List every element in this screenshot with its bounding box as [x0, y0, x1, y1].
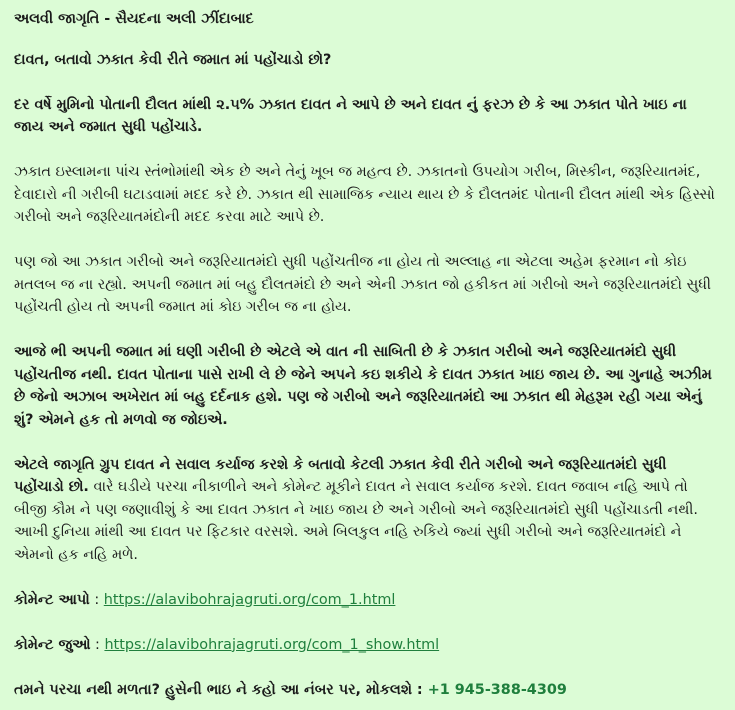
view-comments-label: કોમેન્ટ જુઓ	[14, 636, 91, 653]
message-paragraph-1: ઝકાત ઇસ્લામના પાંચ સ્તંભોમાંથી એક છે અને તેનું ખૂબ જ મહત્વ છે. ઝકાતનો ઉપયોગ ગરીબ, મિસ્કીન, જરૂરિયાતમંદ, દેવાદારો ની ગરીબી ઘટાડવામાં મદદ કરે છે. ઝકાત થી સામાજિક ન્યાય થાય છે કે દૌલતમંદ પોતાની દૌલત માંથી એક હિસ્સો ગરીબો અને જરૂરિયાતમંદોની મદદ કરવા માટે આપે છે.	[14, 164, 715, 225]
contact-row	[14, 679, 721, 702]
view-comments-link[interactable]: https://alavibohrajagruti.org/com_1_show.html	[104, 636, 440, 653]
message-intro: દર વર્ષે મુમિનો પોતાની દૌલત માંથી ૨.૫% ઝકાત દાવત ને આપે છે અને દાવત નું ફરઝ છે કે આ ઝકાત પોતે ખાઇ ના જાય અને જમાત સુધી પહોંચાડે.	[14, 96, 687, 135]
contact-phone-number[interactable]: +1 945-388-4309	[427, 681, 567, 698]
message-header: અલવી જાગૃતિ - સૈયદના અલી ઝીંદાબાદ	[14, 11, 254, 27]
view-comments-row	[14, 634, 721, 657]
contact-label: તમને પરચા નથી મળતા? હુસેની ભાઇ ને કહો આ નંબર પર, મોકલશે	[14, 681, 412, 698]
comment-row	[14, 589, 721, 612]
contact-separator: :	[411, 681, 428, 698]
message-paragraph-3: આજે ભી અપની જમાત માં ઘણી ગરીબી છે એટલે એ વાત ની સાબિતી છે કે ઝકાત ગરીબો અને જરૂરિયાતમંદો સુધી પહોંચતીજ નથી. દાવત પોતાના પાસે રાખી લે છે જેને અપને કઇ શકીયે કે દાવત ઝકાત ખાઇ જાય છે. આ ગુનાહે અઝીમ છે જેનો અઝાબ અખેરાત માં બહુ દર્દનાક હશે. પણ જે ગરીબો અને જરૂરિયાતમંદો આ ઝકાત થી મેહરૂમ રહી ગયા એનું શું? એમને હક તો મળવો જ જોઇએ.	[14, 344, 712, 428]
message-paragraph-2: પણ જો આ ઝકાત ગરીબો અને જરૂરિયાતમંદો સુધી પહોંચતીજ ના હોય તો અલ્લાહ ના એટલા અહેમ ફરમાન નો કોઇ મતલબ જ ના રહ્યો. અપની જમાત માં બહુ દૌલતમંદો છે અને એની ઝકાત જો હકીકત માં ગરીબો અને જરૂરિયાતમંદો સુધી પહોંચતી હોય તો અપની જમાત માં કોઇ ગરીબ જ ના હોય.	[14, 254, 711, 315]
paragraph-4-rest: વારે ઘડીયે પરચા નીકાળીને અને કોમેન્ટ મૂકીને દાવત ને સવાલ કર્યાજ કરશે. દાવત જવાબ નહિ આપે તો બીજી કૌમ ને પણ જણાવીશું કે આ દાવત ઝકાત ને ખાઇ જાય છે અને ગરીબો અને જરૂરિયાતમંદો સુધી પહોંચાડતી નથી. આખી દુનિયા માંથી આ દાવત પર ફિટકાર વરસશે. અમે બિલકુલ નહિ રુકિયે જ્યાં સુધી ગરીબો અને જરૂરિયાતમંદો ને એમનો હક નહિ મળે.	[14, 479, 698, 563]
paragraph-4-bold: એટલે જાગૃતિ ગ્રુપ દાવત ને સવાલ કર્યાજ કરશે કે બતાવો કેટલી ઝકાત કેવી રીતે ગરીબો અને જરૂરિયાતમંદો સુધી પહોંચાડો છો.	[14, 456, 667, 495]
comment-label: કોમેન્ટ આપો	[14, 591, 90, 608]
message-question: દાવત, બતાવો ઝકાત કેવી રીતે જમાત માં પહોંચાડો છો?	[14, 51, 332, 68]
comment-separator: :	[89, 591, 104, 608]
view-comments-separator: :	[90, 636, 105, 653]
comment-link[interactable]: https://alavibohrajagruti.org/com_1.html	[103, 591, 396, 608]
message-paragraph-4	[14, 454, 721, 567]
